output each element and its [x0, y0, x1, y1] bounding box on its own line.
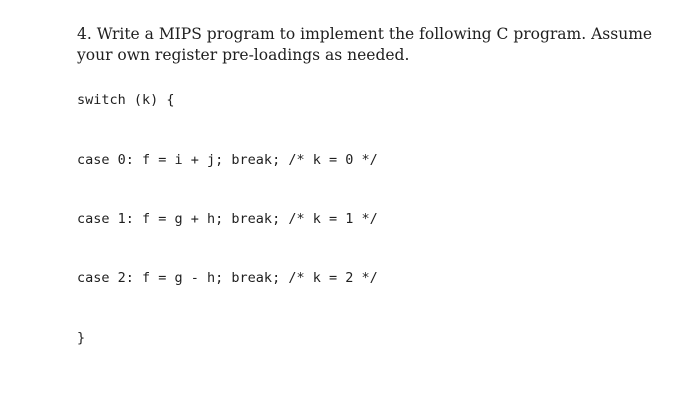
code-line-case-1: case 1: f = g + h; break; /* k = 1 */	[77, 211, 378, 227]
code-line-case-2: case 2: f = g - h; break; /* k = 2 */	[77, 270, 378, 286]
code-line-closing-brace: }	[77, 330, 86, 346]
question-text: 4. Write a MIPS program to implement the following C program. Assume your own register pre-loadings as needed.	[77, 25, 653, 64]
code-line-switch: switch (k) {	[77, 92, 175, 108]
code-line-case-0: case 0: f = i + j; break; /* k = 0 */	[77, 152, 378, 168]
